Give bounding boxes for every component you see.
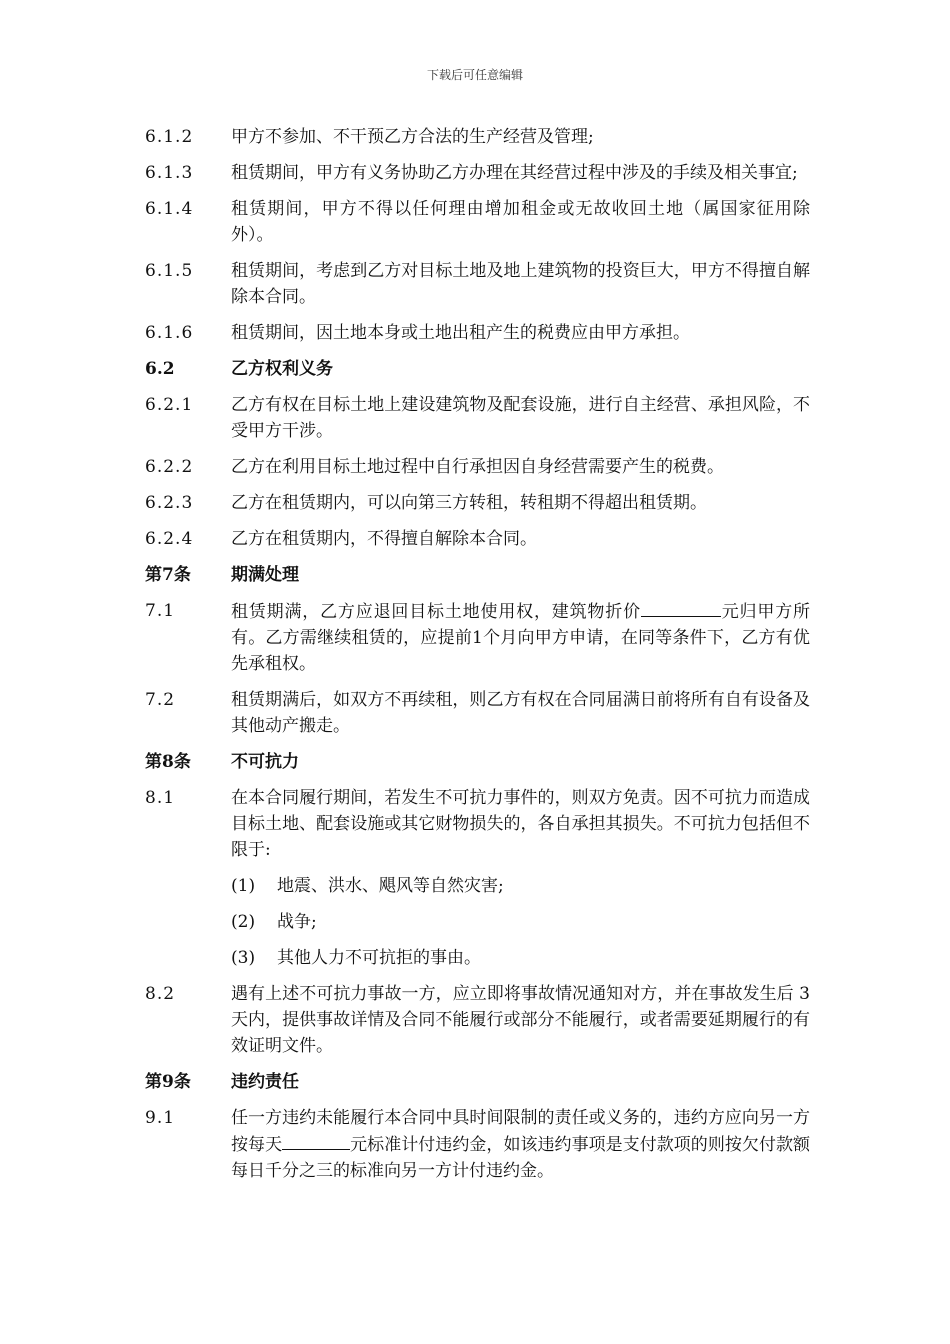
clause-6-2-1 <box>145 392 810 444</box>
article-heading-7 <box>145 562 810 588</box>
article-title: 不可抗力 <box>231 752 299 772</box>
article-heading-9 <box>145 1069 810 1095</box>
list-item <box>231 873 810 899</box>
clause-text: 乙方有权在目标土地上建设建筑物及配套设施，进行自主经营、承担风险，不受甲方干涉。 <box>231 395 810 441</box>
clause-number: 8.1 <box>145 788 176 808</box>
clause-6-1-5 <box>145 258 810 310</box>
list-item <box>231 945 810 971</box>
page-header: 下载后可任意编辑 <box>426 68 523 82</box>
clause-number: 6.1.6 <box>145 323 194 343</box>
clause-number: 7.2 <box>145 690 176 710</box>
list-item <box>231 909 810 935</box>
clause-text: 遇有上述不可抗力事故一方，应立即将事故情况通知对方，并在事故发生后 3 天内，提供事故详情及合同不能履行或部分不能履行，或者需要延期履行的有效证明文件。 <box>231 984 810 1056</box>
clause-6-1-4 <box>145 196 810 248</box>
list-item-text: 地震、洪水、飓风等自然灾害; <box>277 876 504 896</box>
clause-text-part: 元归甲方所有。乙方需继续租赁的，应提前1个月向甲方申请，在同等条件下，乙方有优先承租权。 <box>231 602 811 674</box>
list-item-number: (1) <box>231 876 256 896</box>
article-title: 期满处理 <box>231 565 299 585</box>
section-title: 乙方权利义务 <box>231 359 333 379</box>
section-heading-6-2 <box>145 356 810 382</box>
clause-text-part: 元标准计付违约金，如该违约事项是支付款项的则按欠付款额每日千分之三的标准向另一方计付违约金。 <box>231 1135 811 1181</box>
clause-text: 乙方在租赁期内，可以向第三方转租，转租期不得超出租赁期。 <box>231 493 707 513</box>
clause-9-1 <box>145 1105 810 1184</box>
clause-text: 甲方不参加、不干预乙方合法的生产经营及管理; <box>231 127 594 147</box>
fill-in-blank <box>282 1131 350 1150</box>
clause-number: 6.2.4 <box>145 529 194 549</box>
clause-7-1 <box>145 598 810 677</box>
list-item-text: 战争; <box>277 912 317 932</box>
clause-text: 租赁期间，考虑到乙方对目标土地及地上建筑物的投资巨大，甲方不得擅自解除本合同。 <box>231 261 810 307</box>
clause-6-2-4 <box>145 526 810 552</box>
clause-number: 6.1.3 <box>145 163 194 183</box>
fill-in-blank <box>641 598 721 617</box>
article-number: 第8条 <box>145 752 191 772</box>
clause-text <box>231 598 810 677</box>
clause-text: 租赁期满后，如双方不再续租，则乙方有权在合同届满日前将所有自有设备及其他动产搬走。 <box>231 690 810 736</box>
clause-6-1-6 <box>145 320 810 346</box>
clause-8-1 <box>145 785 810 863</box>
clause-text: 乙方在利用目标土地过程中自行承担因自身经营需要产生的税费。 <box>231 457 724 477</box>
clause-7-2 <box>145 687 810 739</box>
clause-number: 6.1.2 <box>145 127 194 147</box>
clause-text: 租赁期间，甲方不得以任何理由增加租金或无故收回土地（属国家征用除外）。 <box>231 199 810 245</box>
list-item-text: 其他人力不可抗拒的事由。 <box>277 948 481 968</box>
contract-body <box>145 124 810 1194</box>
clause-number: 9.1 <box>145 1108 176 1128</box>
clause-number: 6.2.1 <box>145 395 194 415</box>
clause-number: 6.2.2 <box>145 457 194 477</box>
clause-text-part: 任一方违约未能履行本合同中具时间限制的责任或义务的，违约方应向另一方按每天 <box>231 1108 810 1155</box>
section-number: 6.2 <box>145 359 175 379</box>
article-number: 第7条 <box>145 565 191 585</box>
clause-6-2-2 <box>145 454 810 480</box>
clause-6-1-3 <box>145 160 810 186</box>
clause-8-2 <box>145 981 810 1059</box>
list-item-number: (3) <box>231 948 256 968</box>
clause-number: 6.2.3 <box>145 493 194 513</box>
clause-text: 租赁期间，因土地本身或土地出租产生的税费应由甲方承担。 <box>231 323 690 343</box>
article-title: 违约责任 <box>231 1072 299 1092</box>
clause-number: 7.1 <box>145 601 176 621</box>
clause-6-1-2 <box>145 124 810 150</box>
clause-number: 8.2 <box>145 984 176 1004</box>
list-item-number: (2) <box>231 912 256 932</box>
clause-text: 租赁期间，甲方有义务协助乙方办理在其经营过程中涉及的手续及相关事宜; <box>231 163 798 183</box>
clause-number: 6.1.5 <box>145 261 194 281</box>
article-heading-8 <box>145 749 810 775</box>
clause-6-2-3 <box>145 490 810 516</box>
article-number: 第9条 <box>145 1072 191 1092</box>
clause-number: 6.1.4 <box>145 199 194 219</box>
clause-text-part: 租赁期满，乙方应退回目标土地使用权，建筑物折价 <box>231 602 641 622</box>
clause-text: 在本合同履行期间，若发生不可抗力事件的，则双方免责。因不可抗力而造成目标土地、配套设施或其它财物损失的，各自承担其损失。不可抗力包括但不限于: <box>231 788 810 860</box>
clause-text: 乙方在租赁期内，不得擅自解除本合同。 <box>231 529 537 549</box>
clause-text <box>231 1105 810 1184</box>
